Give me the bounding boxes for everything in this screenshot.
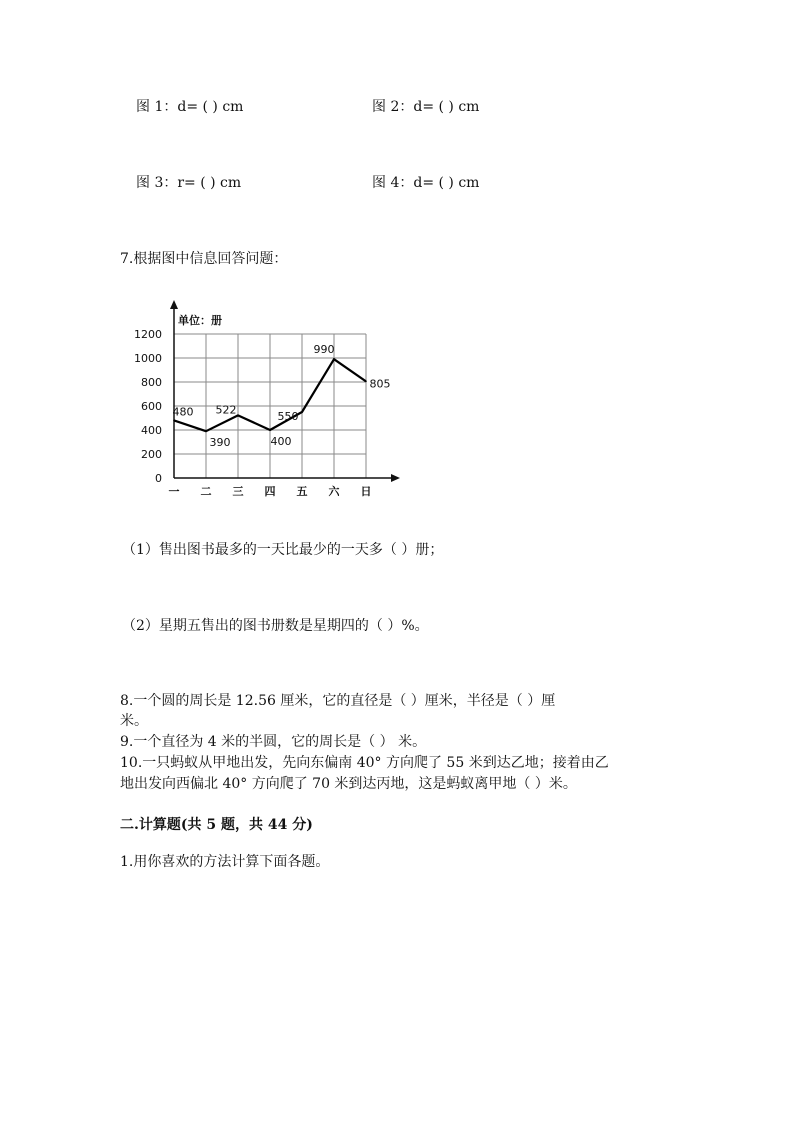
- x-tick-label: 一: [168, 485, 180, 498]
- question-7-prompt: 7.根据图中信息回答问题：: [120, 251, 288, 267]
- y-axis-arrow: [170, 300, 178, 309]
- chart-svg: [130, 298, 410, 508]
- x-tick-label: 日: [360, 485, 372, 498]
- y-tick-label: 400: [141, 424, 162, 437]
- x-tick-label: 六: [328, 485, 340, 498]
- y-tick-label: 1000: [134, 352, 162, 365]
- data-label: 390: [209, 436, 231, 450]
- x-tick-label: 三: [232, 485, 244, 498]
- question-7-sub-2: （2）星期五售出的图书册数是星期四的（ ）%。: [122, 618, 429, 634]
- data-point: [173, 420, 175, 422]
- data-point: [237, 415, 239, 417]
- data-label: 990: [313, 343, 335, 357]
- data-point: [301, 411, 303, 413]
- fig1-blank: 图 1：d= ( ) cm: [136, 99, 244, 115]
- x-tick-label: 四: [264, 485, 276, 498]
- section-2-title: 二.计算题(共 5 题，共 44 分): [120, 817, 313, 833]
- question-10-line-2: 地出发向西偏北 40° 方向爬了 70 米到达丙地，这是蚂蚁离甲地（ ）米。: [120, 776, 577, 792]
- x-tick-label: 二: [200, 485, 212, 498]
- data-point: [269, 429, 271, 431]
- y-tick-label: 600: [141, 400, 162, 413]
- data-point: [365, 381, 367, 383]
- fig2-blank: 图 2：d= ( ) cm: [372, 99, 480, 115]
- question-9: 9.一个直径为 4 米的半圆，它的周长是（ ） 米。: [120, 734, 427, 750]
- question-8-line-1: 8.一个圆的周长是 12.56 厘米，它的直径是（ ）厘米，半径是（ ）厘: [120, 693, 556, 709]
- data-label: 400: [270, 435, 292, 448]
- chart-x-tick-labels: [169, 484, 372, 498]
- data-point: [205, 430, 207, 432]
- data-label: 522: [215, 403, 237, 417]
- x-tick-label: 五: [296, 485, 308, 498]
- y-tick-label: 0: [155, 472, 162, 485]
- data-label: 480: [172, 405, 194, 419]
- data-label: 805: [369, 377, 391, 391]
- chart-data-labels: [173, 343, 391, 449]
- fig3-blank: 图 3：r= ( ) cm: [136, 175, 242, 191]
- question-7-sub-1: （1）售出图书最多的一天比最少的一天多（ ）册；: [122, 542, 444, 558]
- question-10-line-1: 10.一只蚂蚁从甲地出发，先向东偏南 40° 方向爬了 55 米到达乙地；接着由乙: [120, 755, 609, 771]
- y-tick-label: 200: [141, 448, 162, 461]
- y-tick-label: 1200: [134, 328, 162, 341]
- data-point: [333, 358, 335, 360]
- chart-grid: [174, 334, 366, 478]
- section-2-question-1: 1.用你喜欢的方法计算下面各题。: [120, 854, 330, 870]
- chart-y-tick-labels: [134, 328, 162, 485]
- chart-unit-label: 单位：册: [178, 314, 222, 327]
- books-sold-line-chart: [130, 298, 410, 508]
- x-axis-arrow: [391, 474, 400, 482]
- data-label: 550: [277, 410, 299, 423]
- question-8-line-2: 米。: [120, 713, 148, 729]
- y-tick-label: 800: [141, 376, 162, 389]
- fig4-blank: 图 4：d= ( ) cm: [372, 175, 480, 191]
